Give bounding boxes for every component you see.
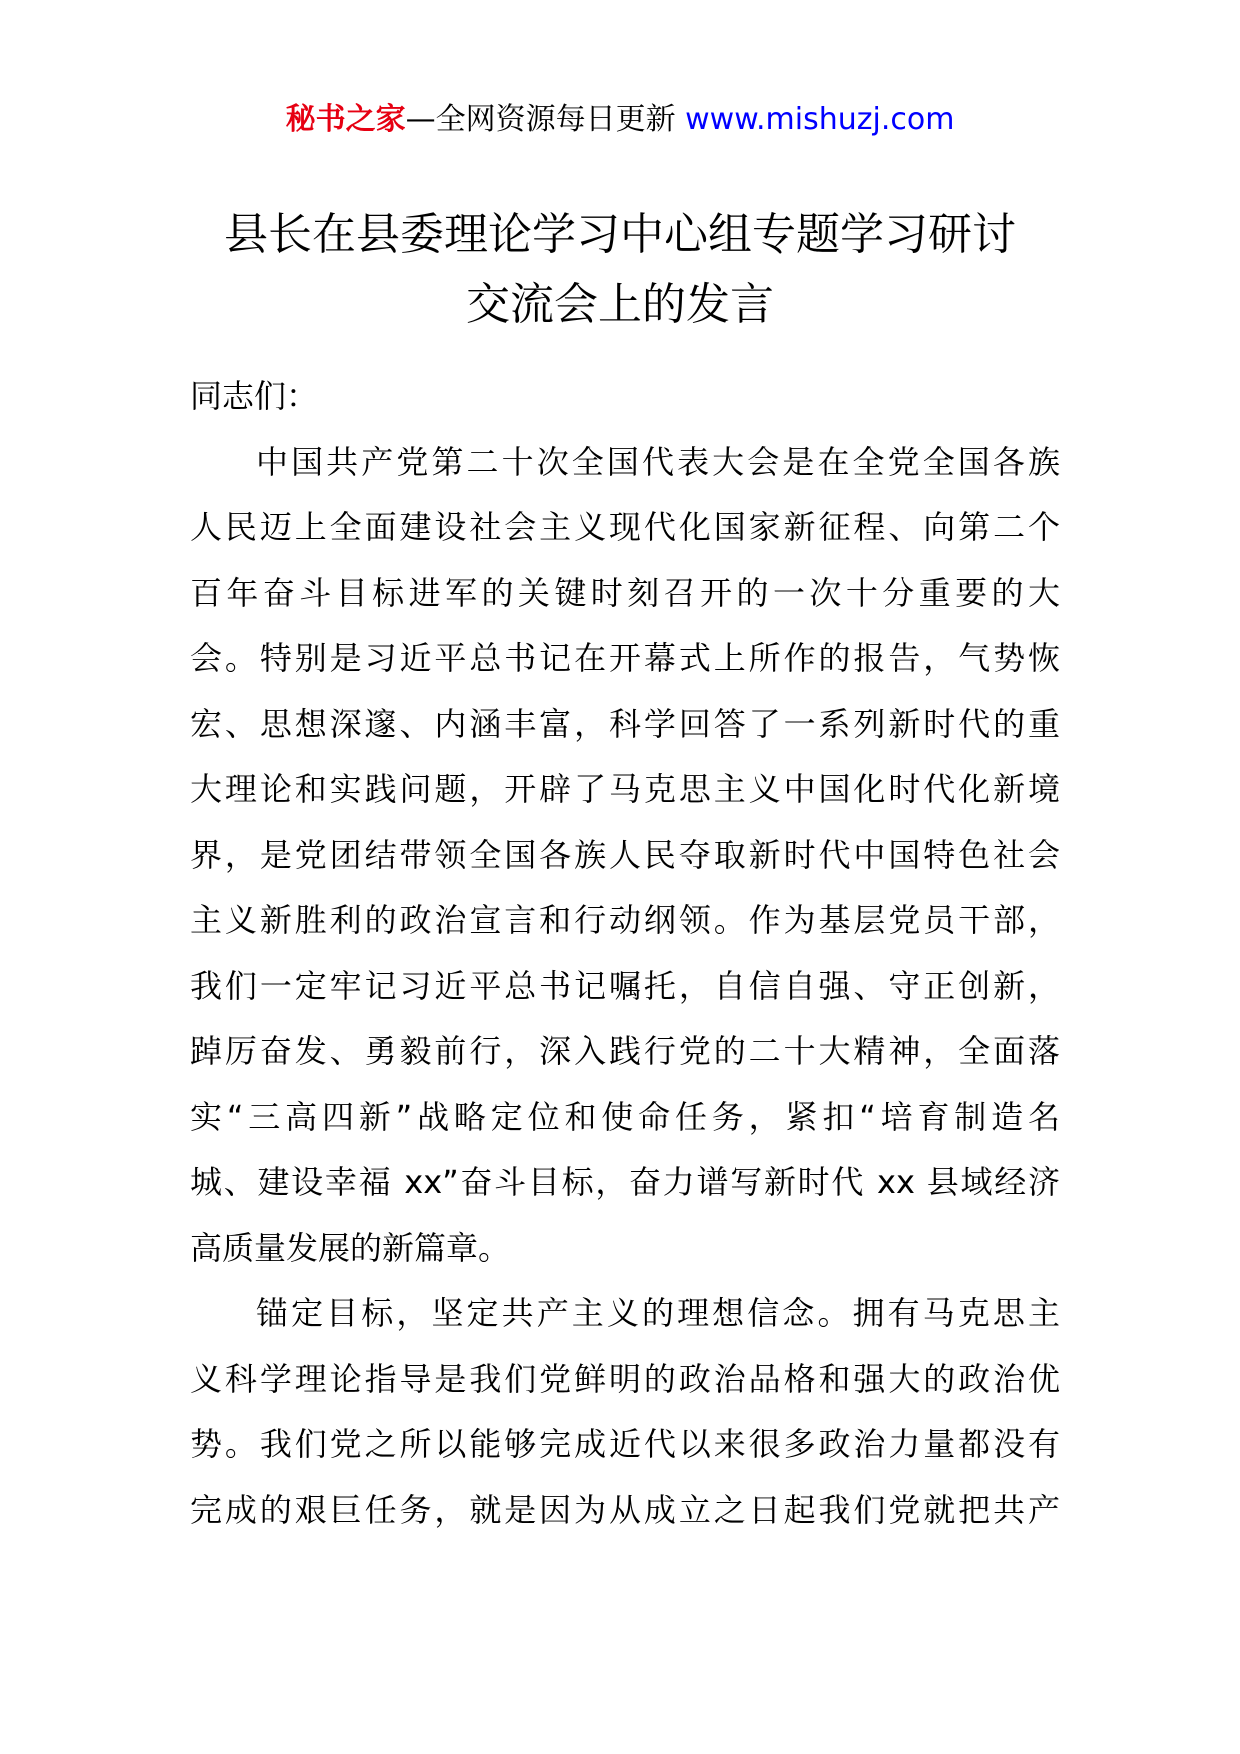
document-title — [150, 200, 1090, 340]
paragraph-line: 锚定目标，坚定共产主义的理想信念。拥有马克思主 — [256, 1294, 1060, 1332]
site-url-link[interactable]: www.mishuzj.com — [685, 102, 955, 137]
paragraph-line: 中国共产党第二十次全国代表大会是在全党全国各族 — [256, 442, 1060, 481]
document-body — [190, 364, 1060, 1543]
salutation: 同志们： — [190, 377, 319, 415]
paragraph-line: 高质量发展的新篇章。 — [190, 1228, 511, 1267]
site-header — [0, 100, 1240, 140]
paragraph-line: 义科学理论指导是我们党鲜明的政治品格和强大的政治优 — [190, 1359, 1060, 1398]
paragraph-line: 主义新胜利的政治宣言和行动纲领。作为基层党员干部， — [190, 901, 1060, 939]
paragraph-line: 踔厉奋发、勇毅前行，深入践行党的二十大精神，全面落 — [190, 1032, 1060, 1070]
paragraph-line: 大理论和实践问题，开辟了马克思主义中国化时代化新境 — [190, 770, 1060, 808]
title-line-2: 交流会上的发言 — [466, 279, 774, 330]
paragraph-line: 完成的艰巨任务，就是因为从成立之日起我们党就把共产 — [190, 1490, 1060, 1529]
paragraph-line: 人民迈上全面建设社会主义现代化国家新征程、向第二个 — [190, 508, 1060, 546]
paragraph-line: 实“三高四新”战略定位和使命任务，紧扣“培育制造名 — [190, 1097, 1060, 1136]
paragraph-line: 会。特别是习近平总书记在开幕式上所作的报告，气势恢 — [190, 639, 1060, 677]
title-line-1: 县长在县委理论学习中心组专题学习研讨 — [224, 209, 1016, 260]
paragraph-line: 宏、思想深邃、内涵丰富，科学回答了一系列新时代的重 — [190, 704, 1060, 743]
site-slogan: —全网资源每日更新 — [405, 102, 686, 137]
paragraph-line: 百年奋斗目标进军的关键时刻召开的一次十分重要的大 — [190, 573, 1060, 612]
paragraph-line: 我们一定牢记习近平总书记嘱托，自信自强、守正创新， — [190, 966, 1060, 1005]
site-brand: 秘书之家 — [285, 102, 406, 137]
paragraph-line: 势。我们党之所以能够完成近代以来很多政治力量都没有 — [190, 1425, 1060, 1463]
paragraph-line: 界，是党团结带领全国各族人民夺取新时代中国特色社会 — [190, 835, 1060, 874]
paragraph-line: 城、建设幸福 xx”奋斗目标，奋力谱写新时代 xx 县域经济 — [190, 1163, 1060, 1201]
